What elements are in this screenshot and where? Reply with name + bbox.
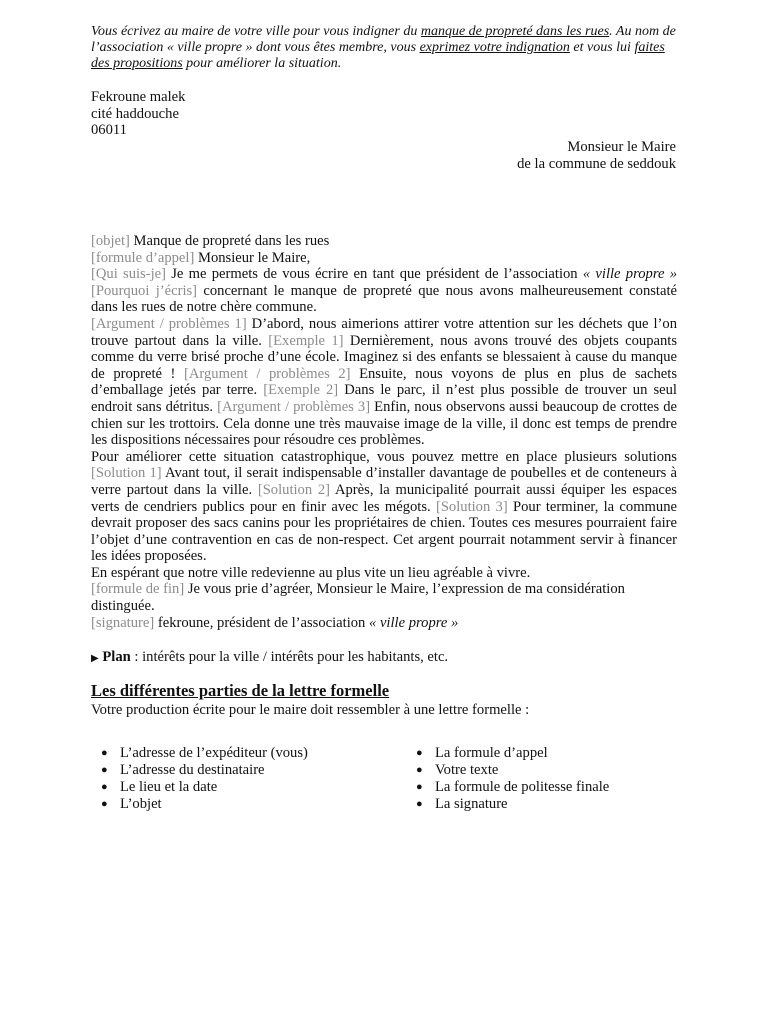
bullet-icon: ● [416, 747, 423, 759]
parts-list-right [411, 745, 609, 813]
prompt-text: et vous lui [569, 40, 635, 55]
tag-argument-3: [Argument / problèmes 3] [217, 398, 371, 415]
parts-list-left [96, 745, 308, 813]
intro-text-2: concernant le manque de propreté que nous avons malheureusement constaté dans les rues de notre chère commune. [91, 282, 677, 316]
letter-body [91, 233, 677, 631]
letter-salutation [91, 250, 677, 267]
tag-formule-appel: [formule d’appel] [91, 249, 195, 266]
tag-exemple-1: [Exemple 1] [268, 332, 344, 349]
list-item [96, 762, 308, 779]
letter-arguments [91, 316, 677, 449]
prompt-text: . Au nom de l’association « ville propre » dont vous êtes membre, vous [91, 24, 676, 55]
tag-objet: [objet] [91, 233, 130, 249]
list-item [96, 796, 308, 813]
tag-argument-1: [Argument / problèmes 1] [91, 315, 247, 332]
tag-formule-fin: [formule de fin] [91, 581, 185, 598]
solution-1-text: Avant tout, il serait indispensable d’installer davantage de poubelles et de conteneurs à verre partout dans la ville. [91, 465, 678, 498]
tag-qui-suis-je: [Qui suis-je] [91, 266, 166, 283]
bullet-icon: ● [416, 798, 423, 810]
argument-1-text: D’abord, nous aimerions attirer votre attention sur les déchets que l’on trouve partout dans la ville. [91, 315, 677, 349]
tag-exemple-2: [Exemple 2] [263, 382, 339, 399]
bullet-icon: ● [101, 781, 108, 793]
section-title: Les différentes parties de la lettre formelle [91, 681, 390, 700]
argument-3-text: Enfin, nous observons aussi beaucoup de crottes de chien sur les trottoirs. Cela donne une très mauvaise image de la ville, il donc est temps de prendre les dispositions nécessaires pour résoudre ces problèmes. [91, 398, 678, 449]
list-item-text: Votre texte [435, 762, 499, 778]
plan-text: : intérêts pour la ville / intérêts pour les habitants, etc. [130, 649, 449, 665]
tag-signature: [signature] [91, 614, 155, 631]
letter-solutions [91, 449, 677, 565]
tag-solution-2: [Solution 2] [257, 481, 331, 498]
exemple-1-text: Dernièrement, nous avons trouvé des objets coupants comme du verre brisé proche d’une école. Imaginez si des enfants se blessaient à cause du manque de propreté ! [91, 332, 677, 382]
objet-text: Manque de propreté dans les rues [129, 233, 330, 249]
sender-name: Fekroune malek [91, 89, 186, 105]
list-item-text: La signature [435, 796, 508, 812]
list-item [96, 745, 308, 762]
bullet-icon: ● [101, 798, 108, 810]
salutation-text: Monsieur le Maire, [194, 249, 311, 266]
letter-objet [91, 233, 677, 250]
list-item [411, 762, 609, 779]
assignment-prompt [91, 24, 681, 72]
letter-hope: En espérant que notre ville redevienne au plus vite un lieu agréable à vivre. [91, 564, 531, 581]
bullet-icon: ● [416, 764, 423, 776]
solution-2-text: Après, la municipalité pourrait aussi équiper les espaces verts de cendriers publics pour en finir avec les mégots. [91, 481, 677, 515]
recipient-address [517, 139, 676, 172]
list-item-text: La formule d’appel [435, 745, 548, 761]
tag-pourquoi: [Pourquoi j’écris] [91, 282, 198, 299]
list-item-text: La formule de politesse finale [435, 779, 610, 795]
list-item [411, 796, 609, 813]
list-item-text: L’objet [120, 796, 162, 812]
sender-address [91, 89, 391, 139]
bullet-icon: ● [101, 764, 108, 776]
sender-postcode: 06011 [91, 122, 127, 139]
solutions-intro: Pour améliorer cette situation catastrophique, vous pouvez mettre en place plusieurs solutions [91, 448, 677, 465]
tag-solution-1: [Solution 1] [91, 465, 162, 482]
intro-text: Je me permets de vous écrire en tant que président de l’association [165, 266, 583, 283]
tag-solution-3: [Solution 3] [435, 498, 508, 515]
prompt-text: Vous écrivez au maire de votre ville pour vous indigner du [91, 24, 421, 39]
prompt-underlined: faites des propositions [91, 40, 665, 71]
recipient-line-2: de la commune de seddouk [517, 155, 676, 172]
solution-3-text: Pour terminer, la commune devrait proposer des sacs canins pour les propriétaires de chien. Toutes ces mesures pourraient faire l’objet d’une contravention en cas de non-respect. Cet argent pourrait notamment servir à financer les idées proposées. [91, 498, 677, 565]
signature-text: fekroune, président de l’association [154, 614, 369, 631]
letter-signature [91, 615, 677, 632]
letter-closing [91, 581, 677, 614]
plan-line [91, 649, 677, 668]
bullet-icon: ● [416, 781, 423, 793]
argument-2-text: Ensuite, nous voyons de plus en plus de sachets d’emballage jetés par terre. [91, 365, 678, 399]
prompt-text: pour améliorer la situation. [182, 56, 342, 71]
sender-street: cité haddouche [91, 105, 179, 122]
prompt-underlined: manque de propreté dans les rues [420, 24, 610, 39]
association-name: « ville propre » [582, 266, 677, 283]
list-item [96, 779, 308, 796]
list-item-text: L’adresse du destinataire [120, 762, 265, 778]
plan-label: Plan [102, 649, 131, 665]
section-subtitle: Votre production écrite pour le maire doit ressembler à une lettre formelle : [91, 702, 530, 718]
list-item-text: Le lieu et la date [120, 779, 218, 795]
triangle-right-icon: ▶ [91, 653, 99, 664]
prompt-underlined: exprimez votre indignation [419, 40, 570, 55]
recipient-line-1: Monsieur le Maire [567, 139, 676, 155]
list-item-text: L’adresse de l’expéditeur (vous) [120, 745, 308, 761]
list-item [411, 745, 609, 762]
bullet-icon: ● [101, 747, 108, 759]
signature-association: « ville propre » [369, 614, 459, 631]
exemple-2-text: Dans le parc, il n’est plus possible de trouver un seul endroit sans détritus. [91, 382, 677, 415]
letter-intro [91, 266, 677, 316]
tag-argument-2: [Argument / problèmes 2] [184, 365, 351, 382]
list-item [411, 779, 609, 796]
closing-text: Je vous prie d’agréer, Monsieur le Maire, l’expression de ma considération distinguée. [91, 581, 625, 615]
